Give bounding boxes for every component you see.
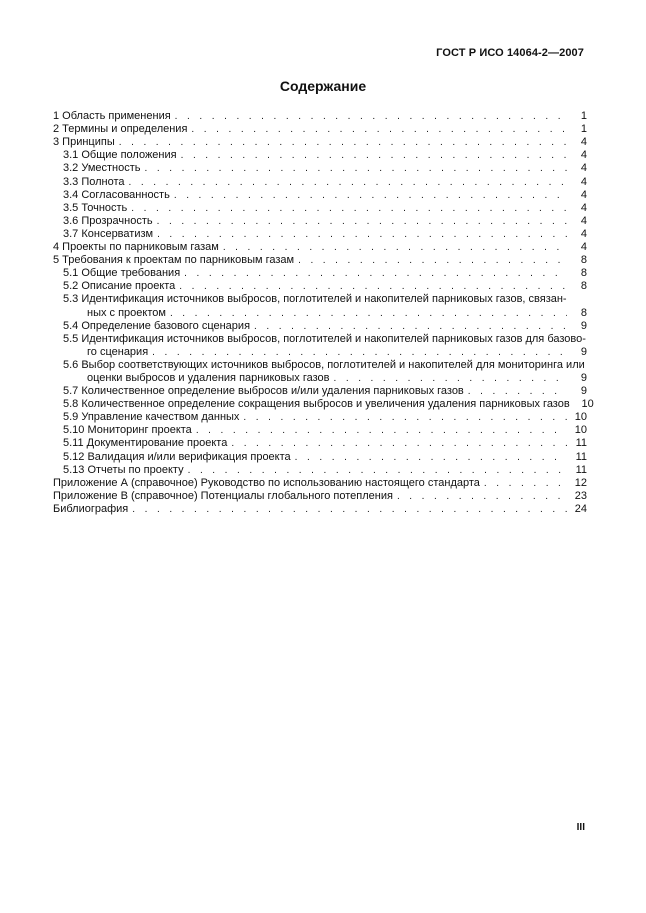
toc-entry (53, 215, 587, 228)
toc-entry-page: 8 (580, 280, 587, 293)
toc-leader-dots (132, 503, 567, 516)
toc-entry-page: 10 (581, 398, 594, 411)
toc-entry-page: 12 (574, 476, 587, 489)
toc-entry-page: 9 (580, 385, 587, 398)
toc-leader-dots (254, 320, 567, 333)
page-title: Содержание (279, 78, 367, 94)
toc-entry (53, 398, 594, 411)
toc-entry-page: 1 (580, 123, 587, 136)
toc-entry (53, 189, 587, 202)
toc-entry-title: 3 Принципы (53, 136, 115, 149)
toc-entry-title: Библиография (53, 502, 129, 515)
toc-entry-page: 11 (575, 450, 587, 463)
toc-leader-dots (170, 307, 567, 320)
toc-entry-title: 5.11 Документирование проекта (63, 437, 228, 450)
toc-entry-title: 5.3 Идентификация источников выбросов, поглотителей и накопителей парниковых газов, связан- (63, 293, 567, 306)
toc-entry-page: 9 (580, 371, 587, 384)
toc-entry-page: 4 (580, 214, 587, 227)
toc-entry-title: 5.8 Количественное определение сокращения выбросов и увеличения удаления парниковых газов (63, 398, 570, 411)
toc-entry (53, 228, 587, 241)
toc-entry-page: 8 (580, 306, 587, 319)
toc-entry-title: 5.12 Валидация и/или верификация проекта (63, 450, 291, 463)
toc-entry-title: 5.7 Количественное определение выбросов и/или удаления парниковых газов (63, 385, 464, 398)
toc-entry (53, 477, 587, 490)
toc-entry (53, 162, 587, 175)
toc-leader-dots (196, 424, 567, 437)
toc-entry (53, 123, 587, 136)
toc-leader-dots (188, 464, 567, 477)
toc-leader-dots (298, 254, 567, 267)
toc-leader-dots (131, 202, 567, 215)
toc-entry (53, 241, 587, 254)
toc-entry-title: Приложение В (справочное) Потенциалы глобального потепления (53, 489, 393, 502)
toc-entry-page: 10 (574, 411, 587, 424)
toc-entry (53, 254, 587, 267)
toc-entry-title: го сценария (87, 345, 149, 358)
toc-entry (53, 110, 587, 123)
toc-entry-page: 9 (580, 345, 587, 358)
toc-entry (53, 136, 587, 149)
toc-entry-title: 1 Область применения (53, 110, 171, 123)
toc-entry (53, 346, 587, 359)
toc-entry-title: ных с проектом (87, 306, 166, 319)
toc-entry-title: 5.9 Управление качеством данных (63, 411, 240, 424)
toc-entry (53, 385, 587, 398)
toc-entry-title: 5.5 Идентификация источников выбросов, поглотителей и накопителей парниковых газов для базово- (63, 332, 586, 345)
toc-leader-dots (174, 189, 567, 202)
toc-leader-dots (129, 176, 567, 189)
toc-entry-title: 3.1 Общие положения (63, 149, 177, 162)
toc-leader-dots (191, 123, 567, 136)
toc-entry-page: 4 (580, 149, 587, 162)
toc-entry (53, 450, 587, 463)
toc-entry-page: 11 (575, 463, 587, 476)
toc-leader-dots (119, 136, 567, 149)
toc-leader-dots (181, 149, 567, 162)
toc-entry (53, 320, 587, 333)
toc-entry (53, 424, 587, 437)
toc-entry-page: 24 (574, 502, 587, 515)
toc-entry-title: 5.2 Описание проекта (63, 280, 176, 293)
toc-entry-title: 5.13 Отчеты по проекту (63, 463, 184, 476)
toc-leader-dots (145, 162, 567, 175)
toc-entry-page: 4 (580, 201, 587, 214)
toc-leader-dots (397, 490, 567, 503)
toc-leader-dots (179, 280, 567, 293)
toc-leader-dots (223, 241, 567, 254)
toc-entry-title: 2 Термины и определения (53, 123, 188, 136)
toc-entry (53, 372, 587, 385)
toc-entry (53, 280, 587, 293)
toc-entry (53, 437, 587, 450)
toc-leader-dots (243, 411, 567, 424)
toc-entry-page: 4 (580, 175, 587, 188)
toc-entry-page: 23 (574, 489, 587, 502)
toc-entry (53, 175, 587, 188)
toc-leader-dots (175, 110, 567, 123)
toc-leader-dots (468, 385, 567, 398)
toc-entry-page: 8 (580, 254, 587, 267)
toc-entry (53, 490, 587, 503)
toc-leader-dots (157, 228, 567, 241)
toc-entry-page: 10 (574, 424, 587, 437)
toc-entry-page: 1 (580, 110, 587, 123)
table-of-contents (53, 110, 594, 516)
toc-entry (53, 333, 587, 346)
toc-entry (53, 503, 587, 516)
toc-entry (53, 359, 587, 372)
toc-leader-dots (484, 477, 567, 490)
toc-leader-dots (184, 267, 567, 280)
toc-entry-title: 5.10 Мониторинг проекта (63, 424, 192, 437)
toc-entry-title: 3.3 Полнота (63, 175, 125, 188)
toc-entry-page: 4 (580, 227, 587, 240)
toc-entry-page: 4 (580, 162, 587, 175)
toc-entry (53, 202, 587, 215)
toc-entry-page: 9 (580, 319, 587, 332)
toc-entry (53, 149, 587, 162)
toc-leader-dots (333, 372, 567, 385)
toc-entry-title: 5.4 Определение базового сценария (63, 319, 251, 332)
toc-entry (53, 267, 587, 280)
toc-leader-dots (295, 451, 567, 464)
toc-entry (53, 464, 587, 477)
toc-entry-page: 8 (580, 267, 587, 280)
toc-entry-title: 3.2 Уместность (63, 162, 141, 175)
toc-leader-dots (152, 346, 567, 359)
toc-entry (53, 306, 587, 319)
toc-entry-title: Приложение А (справочное) Руководство по использованию настоящего стандарта (53, 476, 480, 489)
toc-entry-title: 3.6 Прозрачность (63, 214, 153, 227)
toc-entry-title: 5.6 Выбор соответствующих источников выбросов, поглотителей и накопителей для мониторинга или (63, 358, 585, 371)
page-number: III (576, 822, 585, 833)
toc-entry-title: 3.4 Согласованность (63, 188, 170, 201)
toc-entry (53, 293, 587, 306)
toc-leader-dots (231, 437, 567, 450)
toc-entry-page: 4 (580, 241, 587, 254)
toc-entry-title: 3.7 Консерватизм (63, 227, 154, 240)
toc-leader-dots (157, 215, 567, 228)
toc-entry-title: оценки выбросов и удаления парниковых газов (87, 371, 330, 384)
toc-entry-title: 5 Требования к проектам по парниковым газам (53, 254, 295, 267)
toc-entry-page: 4 (580, 136, 587, 149)
toc-entry (53, 411, 587, 424)
toc-entry-title: 5.1 Общие требования (63, 267, 181, 280)
document-header-id: ГОСТ Р ИСО 14064-2—2007 (436, 47, 584, 59)
toc-entry-page: 4 (580, 188, 587, 201)
toc-entry-title: 3.5 Точность (63, 201, 128, 214)
toc-entry-page: 11 (575, 437, 587, 450)
toc-entry-title: 4 Проекты по парниковым газам (53, 241, 219, 254)
